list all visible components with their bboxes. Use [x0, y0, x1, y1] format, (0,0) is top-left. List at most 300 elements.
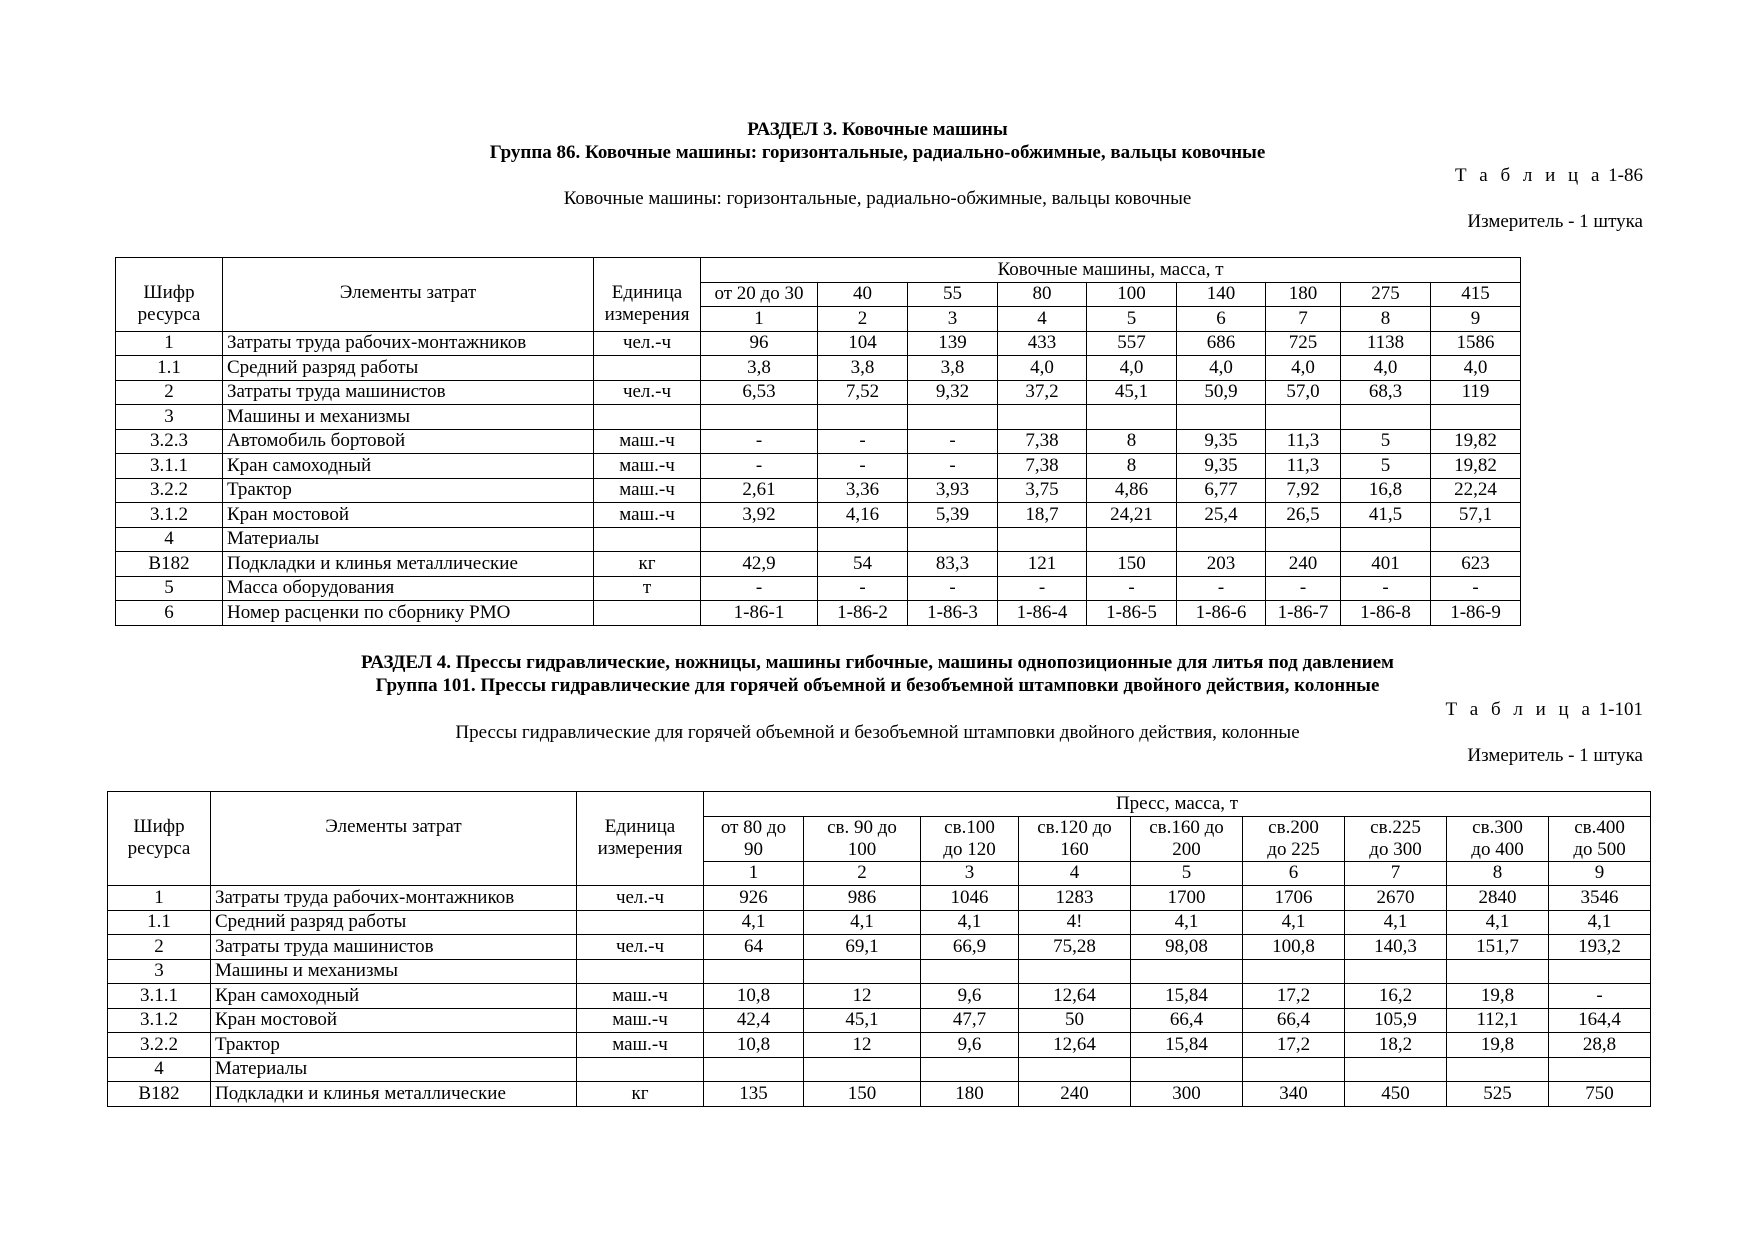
cell-code: 5: [116, 576, 223, 601]
cell-value: 9,35: [1177, 429, 1266, 454]
cell-value: 37,2: [998, 380, 1087, 405]
column-header: 100: [1087, 282, 1177, 307]
cell-value: [1243, 1057, 1345, 1082]
cell-value: 12: [804, 1033, 921, 1058]
cell-value: 17,2: [1243, 984, 1345, 1009]
section3-caption: Ковочные машины: горизонтальные, радиально-обжимные, вальцы ковочные: [563, 188, 1192, 209]
section4-table-body: [108, 792, 1651, 1107]
section4-title: РАЗДЕЛ 4. Прессы гидравлические, ножницы, машины гибочные, машины однопозиционные для литья под давлением: [361, 652, 1394, 673]
column-header: [1447, 816, 1549, 861]
cell-value: 151,7: [1447, 935, 1549, 960]
cell-value: -: [908, 576, 998, 601]
column-header: [1549, 816, 1651, 861]
column-header-line: св.200: [1268, 816, 1319, 838]
column-number: 9: [1431, 307, 1521, 332]
column-header-line: до 300: [1369, 838, 1422, 860]
cell-value: 50: [1019, 1008, 1131, 1033]
cell-value: 139: [908, 331, 998, 356]
cell-name: Кран самоходный: [223, 454, 594, 479]
column-header: 140: [1177, 282, 1266, 307]
cell-code: 1.1: [116, 356, 223, 381]
cell-value: 4,16: [818, 503, 908, 528]
cell-code: 3.1.1: [116, 454, 223, 479]
cell-unit: [594, 356, 701, 381]
column-header-line: св.160 до: [1149, 816, 1224, 838]
column-header-line: 100: [847, 838, 877, 860]
cell-unit: кг: [594, 552, 701, 577]
section4-group-title: Группа 101. Прессы гидравлические для горячей объемной и безобъемной штамповки двойного действия, колонные: [375, 675, 1380, 696]
column-header-line: св.120 до: [1037, 816, 1112, 838]
section3-title: РАЗДЕЛ 3. Ковочные машины: [747, 119, 1008, 140]
cell-unit: чел.-ч: [594, 380, 701, 405]
cell-value: 1-86-7: [1266, 601, 1341, 626]
cell-value: -: [1341, 576, 1431, 601]
cell-name: Номер расценки по сборнику РМО: [223, 601, 594, 626]
column-number: 2: [804, 861, 921, 886]
cell-value: 1-86-2: [818, 601, 908, 626]
cell-name: Средний разряд работы: [223, 356, 594, 381]
section3-group-title: Группа 86. Ковочные машины: горизонтальные, радиально-обжимные, вальцы ковочные: [489, 142, 1266, 163]
cell-value: 66,9: [921, 935, 1019, 960]
table-row: [116, 552, 1521, 577]
cell-name: Затраты труда машинистов: [211, 935, 577, 960]
header-code-line1: Шифр: [143, 282, 195, 303]
cell-code: 1: [116, 331, 223, 356]
cell-value: 57,1: [1431, 503, 1521, 528]
cell-value: [998, 527, 1087, 552]
column-header: от 20 до 30: [701, 282, 818, 307]
cell-value: 9,6: [921, 1033, 1019, 1058]
column-number: 8: [1341, 307, 1431, 332]
cell-value: 3,36: [818, 478, 908, 503]
cell-value: [1549, 959, 1651, 984]
column-number: 3: [921, 861, 1019, 886]
column-header: 415: [1431, 282, 1521, 307]
cell-value: 11,3: [1266, 454, 1341, 479]
table-row: [116, 380, 1521, 405]
cell-value: [1266, 405, 1341, 430]
column-header-line: св. 90 до: [827, 816, 897, 838]
table-row: [116, 576, 1521, 601]
cell-code: В182: [108, 1082, 211, 1107]
cell-value: 54: [818, 552, 908, 577]
column-header-line: от 80 до: [720, 816, 787, 838]
cell-value: [1131, 1057, 1243, 1082]
header-unit: [577, 792, 704, 886]
cell-value: -: [701, 576, 818, 601]
cell-code: 3: [116, 405, 223, 430]
cell-unit: [594, 405, 701, 430]
cell-value: 104: [818, 331, 908, 356]
cell-value: [921, 1057, 1019, 1082]
cell-value: 140,3: [1345, 935, 1447, 960]
cell-value: 1-86-4: [998, 601, 1087, 626]
table-label-text: Т а б л и ц а: [1445, 699, 1594, 720]
cell-value: 686: [1177, 331, 1266, 356]
cell-name: Материалы: [223, 527, 594, 552]
cell-value: 98,08: [1131, 935, 1243, 960]
cell-unit: маш.-ч: [594, 503, 701, 528]
cell-value: 68,3: [1341, 380, 1431, 405]
cell-unit: [577, 910, 704, 935]
cell-value: [1447, 1057, 1549, 1082]
column-header: [1345, 816, 1447, 861]
column-number: 1: [704, 861, 804, 886]
cell-value: 4,0: [1177, 356, 1266, 381]
cell-code: 3.2.2: [116, 478, 223, 503]
cell-value: 135: [704, 1082, 804, 1107]
table-row: [116, 601, 1521, 626]
cell-value: 1700: [1131, 886, 1243, 911]
table-row: [116, 527, 1521, 552]
cell-value: 450: [1345, 1082, 1447, 1107]
column-header-line: св.100: [944, 816, 995, 838]
cell-name: Подкладки и клинья металлические: [211, 1082, 577, 1107]
table-row: [108, 984, 1651, 1009]
cell-value: [1345, 959, 1447, 984]
cell-value: -: [908, 429, 998, 454]
header-unit-line2: измерения: [597, 838, 683, 859]
cell-unit: чел.-ч: [577, 935, 704, 960]
column-header: [1243, 816, 1345, 861]
cell-unit: [594, 601, 701, 626]
cell-value: 11,3: [1266, 429, 1341, 454]
table-row: [108, 1033, 1651, 1058]
section3-table-label: [1455, 165, 1643, 187]
cell-value: 1586: [1431, 331, 1521, 356]
cell-value: 10,8: [704, 984, 804, 1009]
column-number: 3: [908, 307, 998, 332]
cell-name: Трактор: [211, 1033, 577, 1058]
cell-unit: чел.-ч: [594, 331, 701, 356]
header-code-line2: ресурса: [137, 304, 201, 325]
cell-value: 180: [921, 1082, 1019, 1107]
table-row: [108, 1082, 1651, 1107]
table-row: [116, 503, 1521, 528]
table-row: [116, 331, 1521, 356]
cell-value: 4,1: [921, 910, 1019, 935]
cell-unit: кг: [577, 1082, 704, 1107]
column-header-line: св.225: [1370, 816, 1421, 838]
table-label-text: Т а б л и ц а: [1454, 165, 1604, 186]
section3-table-body: [116, 258, 1521, 626]
cell-value: 3,8: [818, 356, 908, 381]
cell-value: 4,0: [1266, 356, 1341, 381]
cell-value: 7,38: [998, 454, 1087, 479]
header-elements: Элементы затрат: [211, 792, 577, 886]
cell-value: -: [1266, 576, 1341, 601]
cell-value: -: [1431, 576, 1521, 601]
cell-unit: маш.-ч: [594, 478, 701, 503]
cell-value: [1177, 527, 1266, 552]
cell-value: [1266, 527, 1341, 552]
table-row: [108, 886, 1651, 911]
cell-value: 3,93: [908, 478, 998, 503]
section4-table-label: [1445, 699, 1643, 721]
cell-value: 926: [704, 886, 804, 911]
cell-value: 42,9: [701, 552, 818, 577]
cell-name: Материалы: [211, 1057, 577, 1082]
column-number: 7: [1266, 307, 1341, 332]
cell-value: 4,1: [1345, 910, 1447, 935]
cell-value: 5: [1341, 429, 1431, 454]
cell-name: Затраты труда машинистов: [223, 380, 594, 405]
cell-code: 2: [108, 935, 211, 960]
cell-value: -: [701, 454, 818, 479]
cell-code: 3: [108, 959, 211, 984]
cell-value: 45,1: [804, 1008, 921, 1033]
cell-value: 1-86-9: [1431, 601, 1521, 626]
cell-value: 96: [701, 331, 818, 356]
cell-value: 75,28: [1019, 935, 1131, 960]
cell-value: 203: [1177, 552, 1266, 577]
cell-value: 300: [1131, 1082, 1243, 1107]
cell-value: 750: [1549, 1082, 1651, 1107]
cell-value: [1341, 405, 1431, 430]
cell-code: 3.2.2: [108, 1033, 211, 1058]
cell-name: Кран мостовой: [223, 503, 594, 528]
cell-name: Машины и механизмы: [223, 405, 594, 430]
cell-value: 4,0: [1431, 356, 1521, 381]
header-elements: Элементы затрат: [223, 258, 594, 332]
cell-value: 22,24: [1431, 478, 1521, 503]
cell-value: 401: [1341, 552, 1431, 577]
cell-value: 119: [1431, 380, 1521, 405]
header-group: Пресс, масса, т: [704, 792, 1651, 817]
cell-value: 1706: [1243, 886, 1345, 911]
cell-value: 16,2: [1345, 984, 1447, 1009]
cell-name: Трактор: [223, 478, 594, 503]
section4-table: [107, 791, 1651, 1107]
cell-value: [908, 527, 998, 552]
cell-value: 50,9: [1177, 380, 1266, 405]
cell-value: 3,8: [701, 356, 818, 381]
cell-value: 64: [704, 935, 804, 960]
cell-value: 12,64: [1019, 1033, 1131, 1058]
cell-value: [1087, 527, 1177, 552]
column-number: 7: [1345, 861, 1447, 886]
column-header: 180: [1266, 282, 1341, 307]
cell-value: 66,4: [1131, 1008, 1243, 1033]
column-header-line: св.400: [1574, 816, 1625, 838]
cell-value: [1345, 1057, 1447, 1082]
cell-value: 4,1: [1131, 910, 1243, 935]
cell-value: [1243, 959, 1345, 984]
column-header: [804, 816, 921, 861]
cell-value: 1046: [921, 886, 1019, 911]
cell-value: 121: [998, 552, 1087, 577]
cell-value: -: [1549, 984, 1651, 1009]
cell-value: 15,84: [1131, 1033, 1243, 1058]
column-header-line: до 120: [943, 838, 996, 860]
cell-value: 66,4: [1243, 1008, 1345, 1033]
cell-value: 1283: [1019, 886, 1131, 911]
cell-unit: маш.-ч: [577, 1033, 704, 1058]
cell-unit: чел.-ч: [577, 886, 704, 911]
cell-value: 4,0: [998, 356, 1087, 381]
header-group: Ковочные машины, масса, т: [701, 258, 1521, 283]
cell-value: 4,1: [704, 910, 804, 935]
cell-name: Автомобиль бортовой: [223, 429, 594, 454]
cell-value: 4,86: [1087, 478, 1177, 503]
cell-value: 4,1: [1447, 910, 1549, 935]
cell-value: 2670: [1345, 886, 1447, 911]
cell-unit: т: [594, 576, 701, 601]
cell-value: [1019, 1057, 1131, 1082]
header-unit-line1: Единица: [611, 282, 683, 303]
cell-value: 19,82: [1431, 454, 1521, 479]
column-header-line: 200: [1172, 838, 1201, 860]
cell-value: 7,92: [1266, 478, 1341, 503]
cell-value: [701, 527, 818, 552]
cell-value: [908, 405, 998, 430]
column-number: 2: [818, 307, 908, 332]
cell-code: В182: [116, 552, 223, 577]
column-header: 275: [1341, 282, 1431, 307]
column-number: 6: [1177, 307, 1266, 332]
cell-value: 105,9: [1345, 1008, 1447, 1033]
cell-unit: маш.-ч: [594, 454, 701, 479]
column-header: [704, 816, 804, 861]
cell-value: [804, 959, 921, 984]
cell-value: 623: [1431, 552, 1521, 577]
column-header: 55: [908, 282, 998, 307]
cell-value: -: [1177, 576, 1266, 601]
cell-code: 4: [116, 527, 223, 552]
column-number: 4: [998, 307, 1087, 332]
cell-value: -: [701, 429, 818, 454]
cell-name: Кран самоходный: [211, 984, 577, 1009]
cell-value: [701, 405, 818, 430]
cell-value: 4,0: [1087, 356, 1177, 381]
table-row: [116, 478, 1521, 503]
cell-value: 25,4: [1177, 503, 1266, 528]
cell-value: 3,8: [908, 356, 998, 381]
column-header: [921, 816, 1019, 861]
cell-name: Средний разряд работы: [211, 910, 577, 935]
cell-value: 41,5: [1341, 503, 1431, 528]
cell-value: -: [1087, 576, 1177, 601]
cell-value: 18,2: [1345, 1033, 1447, 1058]
cell-value: [818, 405, 908, 430]
cell-value: [1431, 527, 1521, 552]
cell-value: 1-86-5: [1087, 601, 1177, 626]
cell-value: 17,2: [1243, 1033, 1345, 1058]
column-number: 6: [1243, 861, 1345, 886]
table-row: [108, 1057, 1651, 1082]
cell-value: 4,1: [1243, 910, 1345, 935]
cell-value: [998, 405, 1087, 430]
cell-value: [1131, 959, 1243, 984]
column-header-line: 90: [744, 838, 763, 860]
cell-unit: маш.-ч: [577, 1008, 704, 1033]
table-row: [116, 429, 1521, 454]
column-header: 40: [818, 282, 908, 307]
cell-name: Затраты труда рабочих-монтажников: [211, 886, 577, 911]
column-header-line: до 225: [1267, 838, 1320, 860]
section3-measure: Измеритель - 1 штука: [1467, 211, 1643, 232]
section4-caption: Прессы гидравлические для горячей объемной и безобъемной штамповки двойного действия, колонные: [455, 722, 1300, 743]
cell-value: 150: [804, 1082, 921, 1107]
cell-code: 2: [116, 380, 223, 405]
cell-code: 3.1.1: [108, 984, 211, 1009]
cell-unit: [577, 959, 704, 984]
cell-value: 557: [1087, 331, 1177, 356]
cell-value: 4,1: [804, 910, 921, 935]
cell-value: 6,77: [1177, 478, 1266, 503]
cell-value: -: [908, 454, 998, 479]
cell-value: 57,0: [1266, 380, 1341, 405]
cell-value: 7,52: [818, 380, 908, 405]
cell-name: Подкладки и клинья металлические: [223, 552, 594, 577]
column-header-line: до 400: [1471, 838, 1524, 860]
table-header-row: [116, 258, 1521, 283]
cell-value: -: [998, 576, 1087, 601]
cell-value: -: [818, 429, 908, 454]
cell-value: 340: [1243, 1082, 1345, 1107]
cell-value: 19,8: [1447, 984, 1549, 1009]
cell-code: 3.2.3: [116, 429, 223, 454]
cell-value: 433: [998, 331, 1087, 356]
cell-value: 1-86-3: [908, 601, 998, 626]
section3-table: [115, 257, 1521, 626]
cell-value: 2,61: [701, 478, 818, 503]
cell-name: Кран мостовой: [211, 1008, 577, 1033]
cell-value: -: [818, 454, 908, 479]
cell-value: [1447, 959, 1549, 984]
table-row: [116, 405, 1521, 430]
cell-value: 16,8: [1341, 478, 1431, 503]
cell-code: 1: [108, 886, 211, 911]
cell-unit: [577, 1057, 704, 1082]
cell-value: 1-86-6: [1177, 601, 1266, 626]
cell-value: 240: [1266, 552, 1341, 577]
header-unit: [594, 258, 701, 332]
cell-unit: маш.-ч: [594, 429, 701, 454]
header-unit-line1: Единица: [604, 816, 676, 837]
cell-value: 9,35: [1177, 454, 1266, 479]
column-header: [1131, 816, 1243, 861]
cell-value: 4,1: [1549, 910, 1651, 935]
cell-value: 5,39: [908, 503, 998, 528]
cell-value: [1177, 405, 1266, 430]
cell-value: 69,1: [804, 935, 921, 960]
cell-unit: [594, 527, 701, 552]
column-header: [1019, 816, 1131, 861]
cell-value: [1341, 527, 1431, 552]
table-row: [108, 910, 1651, 935]
table-number: 1-86: [1608, 165, 1643, 186]
cell-value: 15,84: [1131, 984, 1243, 1009]
cell-value: 10,8: [704, 1033, 804, 1058]
cell-code: 4: [108, 1057, 211, 1082]
cell-code: 3.1.2: [116, 503, 223, 528]
cell-value: 9,32: [908, 380, 998, 405]
column-header: 80: [998, 282, 1087, 307]
cell-value: [704, 959, 804, 984]
table-row: [116, 454, 1521, 479]
cell-value: 83,3: [908, 552, 998, 577]
cell-value: 8: [1087, 454, 1177, 479]
column-header-line: до 500: [1573, 838, 1626, 860]
cell-value: 240: [1019, 1082, 1131, 1107]
column-number: 1: [701, 307, 818, 332]
column-number: 4: [1019, 861, 1131, 886]
cell-value: 4,0: [1341, 356, 1431, 381]
header-unit-line2: измерения: [604, 304, 690, 325]
cell-value: [1019, 959, 1131, 984]
header-code-line1: Шифр: [133, 816, 185, 837]
